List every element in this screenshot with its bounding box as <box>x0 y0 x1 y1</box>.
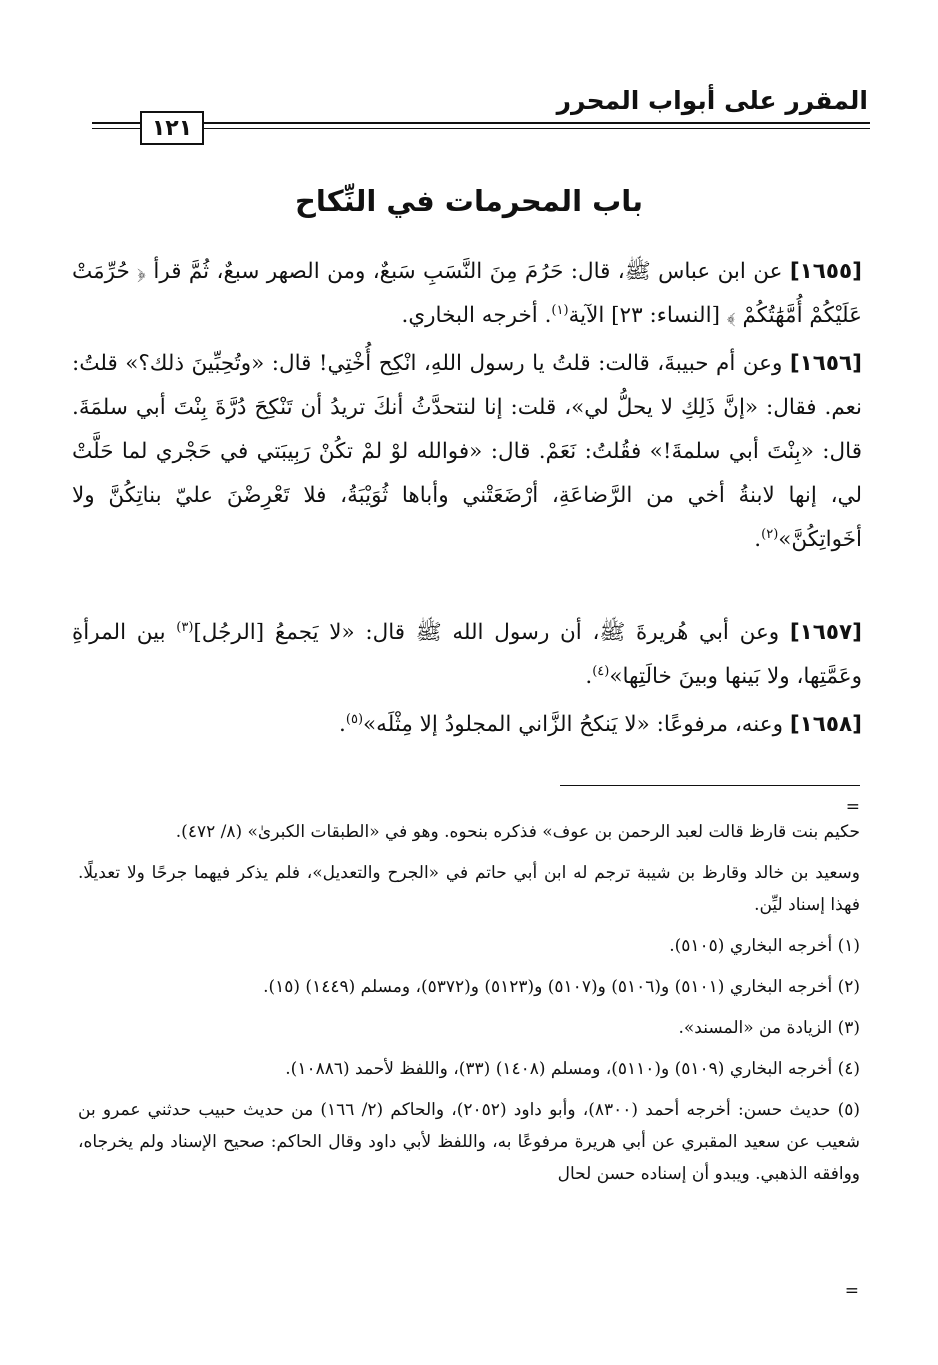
chapter-title: باب المحرمات في النِّكاح <box>294 184 644 218</box>
page-number: ١٢١ <box>140 111 204 145</box>
hadith-1658 <box>72 703 862 747</box>
footnote-ref[interactable]: (٤) <box>592 663 610 679</box>
hadith-text-continued: بين المرأةِ وعَمَّتِها، ولا بَينها وبينَ خالَتِها» <box>72 620 862 689</box>
hadith-tail: . <box>754 527 762 552</box>
footnote-4: (٤) أخرجه البخاري (٥١٠٩) و(٥١١٠)، ومسلم (١٤٠٨) (٣٣)، واللفظ لأحمد (١٠٨٨٦). <box>285 1059 860 1079</box>
hadith-1656 <box>72 342 862 562</box>
header-rule-thin <box>92 128 870 129</box>
header-rule <box>92 122 870 124</box>
footnote-separator <box>560 785 860 786</box>
hadith-number: [١٦٥٨] <box>789 712 862 737</box>
hadith-1655 <box>72 250 862 338</box>
footnote-ref[interactable]: (١) <box>551 302 569 318</box>
continuation-mark: = <box>845 797 860 817</box>
hadith-number: [١٦٥٦] <box>789 351 862 376</box>
hadith-text: وعنه، مرفوعًا: «لا يَنكحُ الزَّاني المجلودُ إلا مِثْلَه» <box>363 712 790 737</box>
hadith-number: [١٦٥٧] <box>789 620 862 645</box>
footnote-5: (٥) حديث حسن: أخرجه أحمد (٨٣٠٠)، وأبو داود (٢٠٥٢)، والحاكم (٢/ ١٦٦) من حديث حبيب حدثني عمرو بن شعيب عن سعيد المقبري عن أبي هريرة مرفوعًا به، واللفظ لأبي داود وقال الحاكم: صحيح الإسناد ولم يخرجاه، ووافقه الذهبي. ويبدو أن إسناده حسن لحال <box>78 1100 860 1184</box>
footnote-continued: حكيم بنت قارظ قالت لعبد الرحمن بن عوف» فذكره بنحوه. وهو في «الطبقات الكبرىٰ» (٨/ ٤٧٢). <box>175 822 860 842</box>
hadith-text: عن ابن عباس ﷺ، قال: حَرُمَ مِنَ النَّسَبِ سَبعٌ، ومن الصهر سبعٌ، ثُمَّ قرأ ﴿ حُرِّمَتْ عَلَيْكُمْ أُمَّهَٰتُكُمْ ﴾ [النساء: ٢٣] الآية <box>72 259 862 328</box>
hadith-1657 <box>72 611 862 699</box>
footnote-ref[interactable]: (٣) <box>176 619 194 635</box>
footnote-3: (٣) الزيادة من «المسند». <box>678 1018 860 1038</box>
footnote-ref[interactable]: (٥) <box>345 711 364 727</box>
continuation-mark-bottom: = <box>844 1281 859 1301</box>
footnotes <box>78 797 860 1199</box>
footnote-1: (١) أخرجه البخاري (٥١٠٥). <box>669 936 860 956</box>
hadith-tail: . أخرجه البخاري. <box>401 303 552 328</box>
running-header-title: المقرر على أبواب المحرر <box>556 86 868 115</box>
hadith-tail: . <box>339 712 346 737</box>
hadith-text: وعن أم حبيبةَ، قالت: قلتُ يا رسول اللهِ، انْكِح أُخْتِي! قال: «وتُحِبِّينَ ذلك؟» قلتُ: نعم. فقال: «إنَّ ذَلِكِ لا يحلُّ لي»، قلت: إنا لنتحدَّثُ أنكَ تريدُ أن تَنْكِحَ دُرَّةَ بِنْتَ أبي سلمَةَ. قال: «بِنْتَ أبي سلمةَ!» فقُلتُ: نَعَمْ. قال: «فوالله لوْ لمْ تكُنْ رَبِيبَتي في حَجْري لما حَلَّتْ لي، إنها لابنةُ أخي من الرَّضاعَةِ، أرْضَعَتْني وأباها ثُوَيْبَةُ، فلا تَعْرِضْنَ عليّ بناتِكُنَّ ولا أخَواتِكُنَّ» <box>72 351 862 552</box>
footnote-ref[interactable]: (٢) <box>761 526 779 542</box>
hadith-text: وعن أبي هُريرةَ ﷺ، أن رسول الله ﷺ قال: «لا يَجمعُ [الرجُل] <box>193 620 790 645</box>
hadith-number: [١٦٥٥] <box>789 259 862 284</box>
footnote-2: (٢) أخرجه البخاري (٥١٠١) و(٥١٠٦) و(٥١٠٧) و(٥١٢٣) و(٥٣٧٢)، ومسلم (١٤٤٩) (١٥). <box>263 977 860 997</box>
footnote-continued: وسعيد بن خالد وقارظ بن شيبة ترجم له ابن أبي حاتم في «الجرح والتعديل»، فلم يذكر فيهما جرحًا ولا تعديلًا. فهذا إسناد ليِّن. <box>78 863 860 915</box>
hadith-tail: . <box>585 664 593 689</box>
